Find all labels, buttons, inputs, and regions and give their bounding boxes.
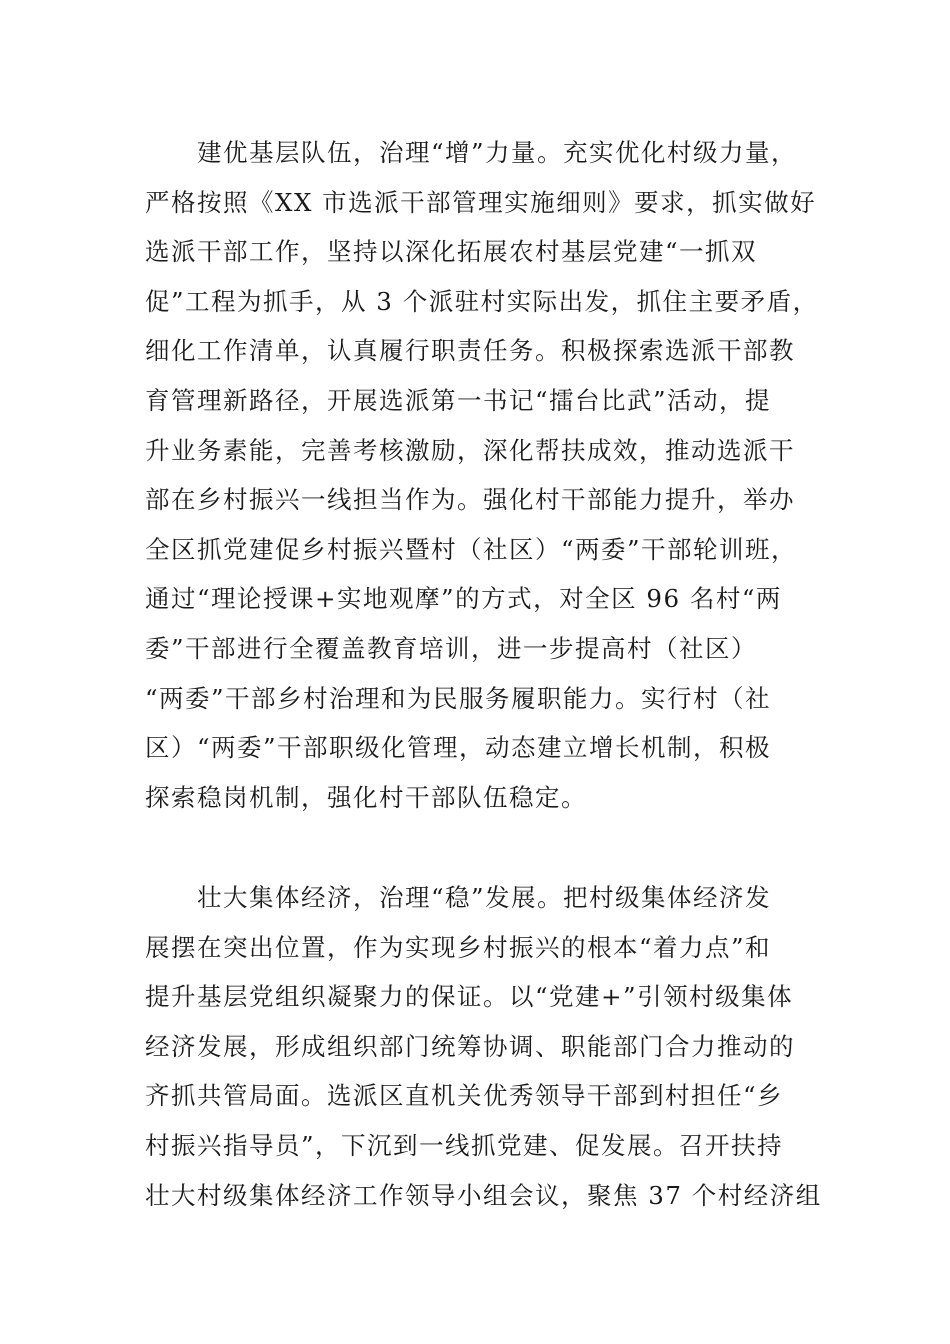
text-line: 提升基层党组织凝聚力的保证。以“党建+”引领村级集体 bbox=[145, 982, 794, 1012]
paragraph-village-team bbox=[145, 128, 819, 822]
text-line: 壮大集体经济，治理“稳”发展。把村级集体经济发 bbox=[197, 883, 772, 912]
text-line: 育管理新路径，开展选派第一书记“擂台比武”活动，提 bbox=[145, 385, 772, 415]
text-line: 部在乡村振兴一线担当作为。强化村干部能力提升，举办 bbox=[145, 485, 795, 515]
text-line: 探索稳岗机制，强化村干部队伍稳定。 bbox=[145, 782, 587, 812]
paragraph-collective-economy bbox=[145, 873, 822, 1220]
text-line: 升业务素能，完善考核激励，深化帮扶成效，推动选派干 bbox=[145, 435, 795, 465]
text-line: 通过“理论授课+实地观摩”的方式，对全区 96 名村“两 bbox=[145, 584, 782, 614]
text-line: 齐抓共管局面。选派区直机关优秀领导干部到村担任“乡 bbox=[145, 1081, 784, 1111]
text-line: “两委”干部乡村治理和为民服务履职能力。实行村（社 bbox=[145, 683, 772, 713]
text-line: 壮大村级集体经济工作领导小组会议，聚焦 37 个村经济组 bbox=[145, 1180, 822, 1210]
text-line: 村振兴指导员”，下沉到一线抓党建、促发展。召开扶持 bbox=[145, 1130, 784, 1160]
text-line: 细化工作清单，认真履行职责任务。积极探索选派干部教 bbox=[145, 336, 795, 366]
text-line: 全区抓党建促乡村振兴暨村（社区）“两委”干部轮训班， bbox=[145, 534, 798, 564]
text-line: 经济发展，形成组织部门统筹协调、职能部门合力推动的 bbox=[145, 1031, 795, 1061]
text-line: 区）“两委”干部职级化管理，动态建立增长机制，积极 bbox=[145, 733, 772, 763]
text-line: 委”干部进行全覆盖教育培训，进一步提高村（社区） bbox=[145, 633, 758, 663]
text-line: 选派干部工作，坚持以深化拓展农村基层党建“一抓双 bbox=[145, 237, 758, 267]
text-line: 建优基层队伍，治理“增”力量。充实优化村级力量， bbox=[197, 138, 798, 167]
text-line: 严格按照《XX 市选派干部管理实施细则》要求，抓实做好 bbox=[145, 187, 817, 217]
text-line: 促”工程为抓手，从 3 个派驻村实际出发，抓住主要矛盾， bbox=[145, 286, 819, 316]
text-line: 展摆在突出位置，作为实现乡村振兴的根本“着力点”和 bbox=[145, 932, 772, 962]
